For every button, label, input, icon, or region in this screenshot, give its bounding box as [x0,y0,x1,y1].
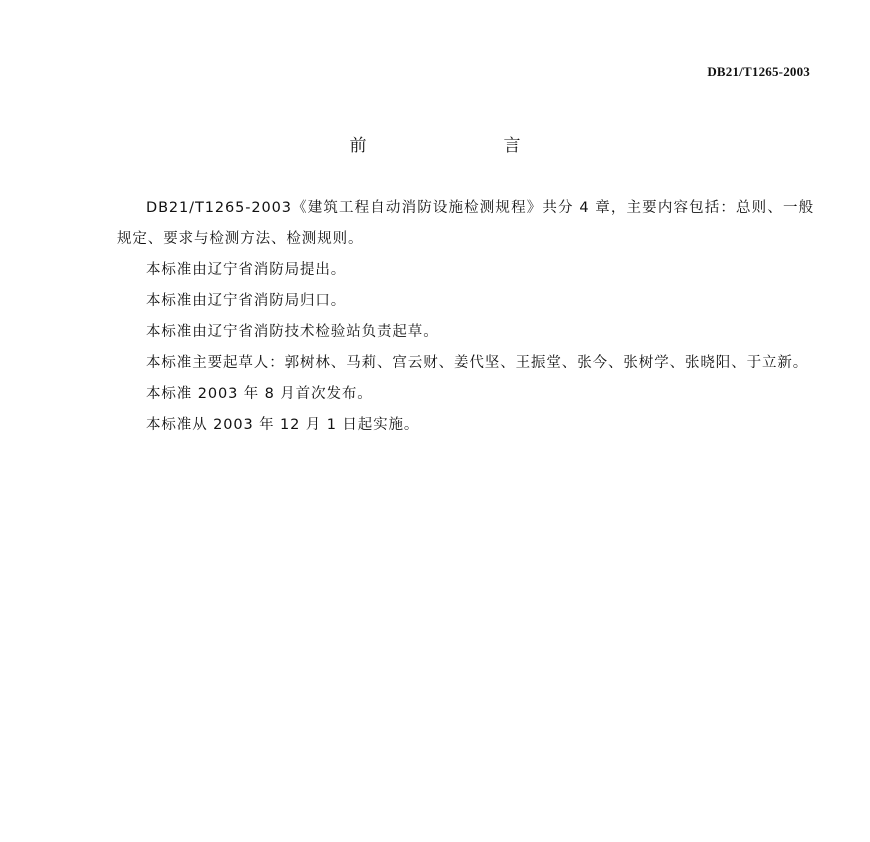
paragraph-first-release: 本标准 2003 年 8 月首次发布。 [146,386,373,402]
page-title: 前 言 [349,136,581,156]
paragraph-drafters: 本标准主要起草人：郭树林、马莉、宫云财、姜代坚、王振堂、张今、张树学、张晓阳、于立新。 [146,355,809,371]
paragraph-effective-date: 本标准从 2003 年 12 月 1 日起实施。 [146,417,420,433]
paragraph-administrator: 本标准由辽宁省消防局归口。 [146,293,347,309]
paragraph-scope: DB21/T1265-2003《建筑工程自动消防设施检测规程》共分 4 章，主要内容包括：总则、一般规定、要求与检测方法、检测规则。 [117,200,814,247]
standard-code: DB21/T1265-2003 [707,64,810,79]
paragraph-drafting-unit: 本标准由辽宁省消防技术检验站负责起草。 [146,324,439,340]
document-body [117,193,814,441]
paragraph-proposer: 本标准由辽宁省消防局提出。 [146,262,347,278]
